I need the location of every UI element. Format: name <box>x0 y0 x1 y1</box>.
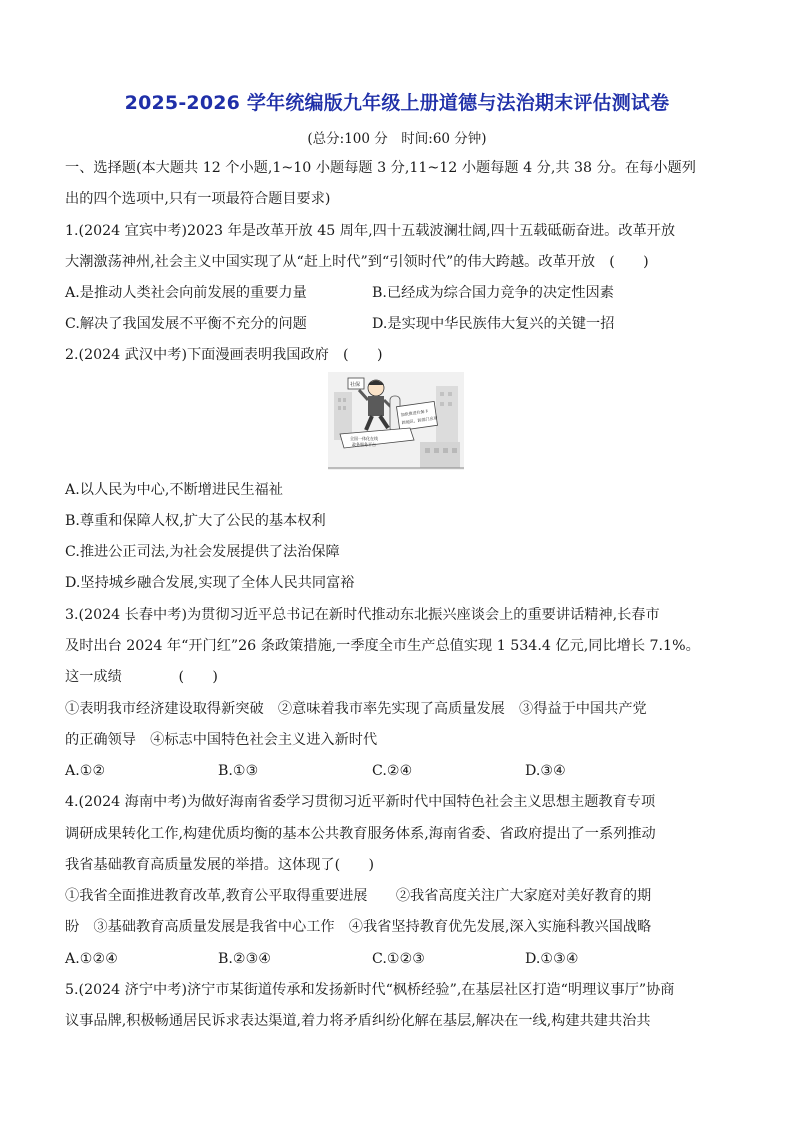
q4-statements-line-1: ①我省全面推进教育改革,教育公平取得重要进展 ②我省高度关注广大家庭对美好教育的期 <box>65 888 652 904</box>
q5-stem-line-2: 议事品牌,积极畅通居民诉求表达渠道,着力将矛盾纠纷化解在基层,解决在一线,构建共建共治共 <box>65 1013 651 1029</box>
q1-option-a: A.是推动人类社会向前发展的重要力量 <box>65 285 307 301</box>
q3-option-a: A.①② <box>65 763 106 779</box>
svg-text:政务服务平台: 政务服务平台 <box>352 442 376 447</box>
q1-stem-line-1: 1.(2024 宜宾中考)2023 年是改革开放 45 周年,四十五载波澜壮阔,四十五载砥砺奋进。改革开放 <box>65 223 676 239</box>
q4-stem-line-2: 调研成果转化工作,构建优质均衡的基本公共教育服务体系,海南省委、省政府提出了一系列推动 <box>65 826 656 842</box>
q4-stem-line-3: 我省基础教育高质量发展的举措。这体现了( ) <box>65 857 375 873</box>
q2-stem: 2.(2024 武汉中考)下面漫画表明我国政府 ( ) <box>65 347 383 363</box>
svg-text:跨地区、跨部门应用: 跨地区、跨部门应用 <box>401 415 438 426</box>
exam-title: 2025-2026 学年统编版九年级上册道德与法治期末评估测试卷 <box>124 92 670 114</box>
q2-option-b: B.尊重和保障人权,扩大了公民的基本权利 <box>65 513 326 529</box>
q5-stem-line-1: 5.(2024 济宁中考)济宁市某街道传承和发扬新时代“枫桥经验”,在基层社区打造“明理议事厅”协商 <box>65 982 675 998</box>
q4-stem-line-1: 4.(2024 海南中考)为做好海南省委学习贯彻习近平新时代中国特色社会主义思想主题教育专项 <box>65 794 656 810</box>
q4-option-c: C.①②③ <box>372 951 426 967</box>
q3-statements-line-2: 的正确领导 ④标志中国特色社会主义进入新时代 <box>65 732 378 748</box>
q1-option-c: C.解决了我国发展不平衡不充分的问题 <box>65 316 307 332</box>
q3-option-c: C.②④ <box>372 763 413 779</box>
q3-option-d: D.③④ <box>525 763 566 779</box>
q4-option-d: D.①③④ <box>525 951 579 967</box>
q4-option-b: B.②③④ <box>218 951 272 967</box>
q1-option-b: B.已经成为综合国力竞争的决定性因素 <box>372 285 614 301</box>
q2-cartoon-image <box>328 372 464 470</box>
svg-text:社保: 社保 <box>350 382 361 388</box>
q2-option-a: A.以人民为中心,不断增进民生福祉 <box>65 482 283 498</box>
q2-option-d: D.坚持城乡融合发展,实现了全体人民共同富裕 <box>65 575 355 591</box>
svg-text:全国一体化在线: 全国一体化在线 <box>350 436 378 441</box>
q1-option-d: D.是实现中华民族伟大复兴的关键一招 <box>372 316 615 332</box>
q3-statements-line-1: ①表明我市经济建设取得新突破 ②意味着我市率先实现了高质量发展 ③得益于中国共产党 <box>65 701 647 717</box>
q2-option-c: C.推进公正司法,为社会发展提供了法治保障 <box>65 544 340 560</box>
q3-option-b: B.①③ <box>218 763 259 779</box>
q3-stem-line-2: 及时出台 2024 年“开门红”26 条政策措施,一季度全市生产总值实现 1 534.4 亿元,同比增长 7.1%。 <box>65 638 700 654</box>
q1-stem-line-2: 大潮激荡神州,社会主义中国实现了从“赶上时代”到“引领时代”的伟大跨越。改革开放 ( ) <box>65 254 649 270</box>
q4-option-a: A.①②④ <box>65 951 118 967</box>
section-heading-line-1: 一、选择题(本大题共 12 个小题,1~10 小题每题 3 分,11~12 小题每题 4 分,共 38 分。在每小题列 <box>65 160 696 176</box>
svg-text:加快推进社保卡: 加快推进社保卡 <box>400 408 429 418</box>
q4-statements-line-2: 盼 ③基础教育高质量发展是我省中心工作 ④我省坚持教育优先发展,深入实施科教兴国战略 <box>65 919 652 935</box>
exam-subtitle: (总分:100 分 时间:60 分钟) <box>307 131 487 147</box>
q3-stem-line-3: 这一成绩 ( ) <box>65 669 218 685</box>
q3-stem-line-1: 3.(2024 长春中考)为贯彻习近平总书记在新时代推动东北振兴座谈会上的重要讲话精神,长春市 <box>65 607 660 623</box>
section-heading-line-2: 出的四个选项中,只有一项最符合题目要求) <box>65 191 331 207</box>
